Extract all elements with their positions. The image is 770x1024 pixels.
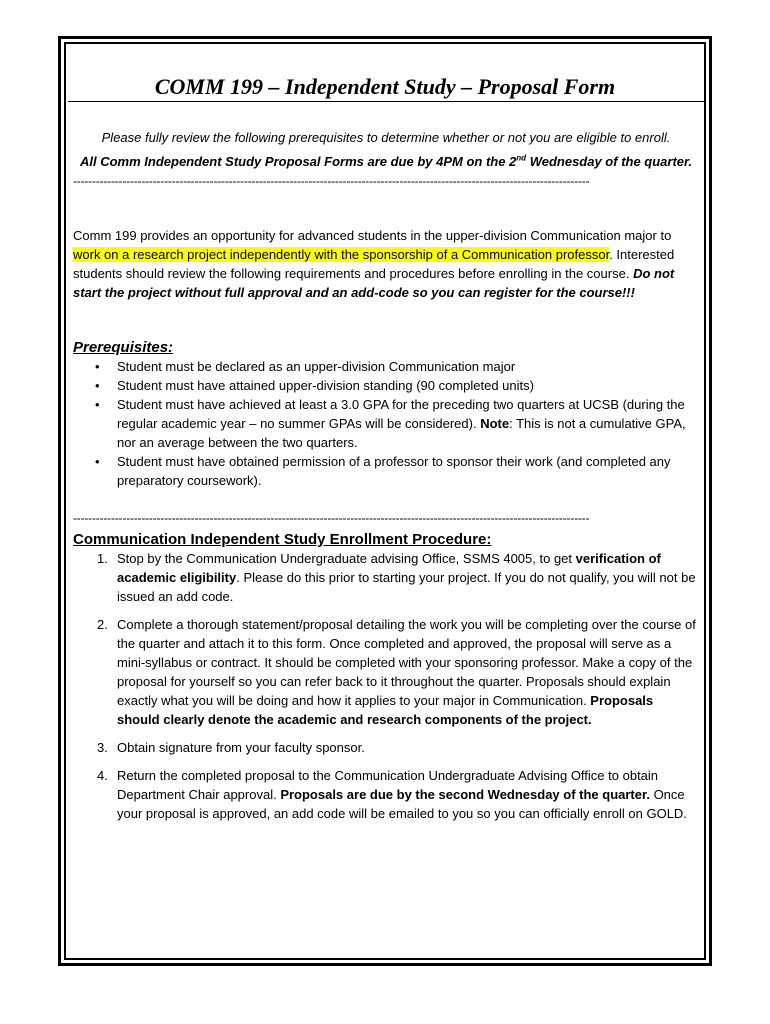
procedure-heading: Communication Independent Study Enrollment Procedure: xyxy=(73,531,492,548)
list-item: 2. Complete a thorough statement/proposal detailing the work you will be completing over the course of the quarter and attach it to this form. Once completed and approved, the proposal will serve as a mini-syllabus or contract. It should be completed with your sponsoring professor. Make a copy of the proposal for yourself so you can refer back to it throughout the quarter. Proposals should explain exactly what you will be doing and how it applies to your major in Communication. Proposals should clearly denote the academic and research components of the project. xyxy=(97,617,696,727)
bullet-icon: • xyxy=(95,378,100,393)
list-item: • Student must have achieved at least a 3.0 GPA for the preceding two quarters at UCSB (during the regular academic year – no summer GPAs will be considered). Note: This is not a cumulative GPA, nor an average between the two quarters. xyxy=(95,397,686,450)
bullet-icon: • xyxy=(95,454,100,469)
list-item: 4. Return the completed proposal to the Communication Undergraduate Advising Office to obtain Department Chair approval. Proposals are due by the second Wednesday of the quarter. Once your proposal is approved, an add code will be emailed to you so you can officially enroll on GOLD. xyxy=(97,768,687,821)
prerequisites-heading: Prerequisites: xyxy=(73,339,174,356)
bullet-icon: • xyxy=(95,359,100,374)
list-item: 1. Stop by the Communication Undergraduate advising Office, SSMS 4005, to get verification of academic eligibility. Please do this prior to starting your project. If you do not qualify, you will not be issued an add code. xyxy=(97,551,696,604)
list-item: • Student must have attained upper-division standing (90 completed units) xyxy=(95,378,534,393)
prerequisites-list xyxy=(73,357,699,490)
intro-line: Please fully review the following prerequisites to determine whether or not you are eligible to enroll. xyxy=(101,130,671,145)
separator-line: ---------------------------------------------------------------------------------------------------------------------------------------- xyxy=(73,511,590,525)
list-item: • Student must be declared as an upper-division Communication major xyxy=(95,359,516,374)
procedure-steps xyxy=(73,549,699,823)
bullet-icon: • xyxy=(95,397,100,412)
list-item: • Student must have obtained permission of a professor to sponsor their work (and completed any preparatory coursework). xyxy=(95,454,671,488)
course-description: Comm 199 provides an opportunity for advanced students in the upper-division Communication major to work on a research project independently with the sponsorship of a Communication professor. Interested students should review the following requirements and procedures before enrolling in the course. Do not start the project without full approval and an add-code so you can register for the course!!! xyxy=(73,228,675,300)
form-body xyxy=(73,128,699,832)
list-item: 3. Obtain signature from your faculty sponsor. xyxy=(97,740,365,755)
due-line: All Comm Independent Study Proposal Forms are due by 4PM on the 2nd Wednesday of the quarter. xyxy=(80,153,692,169)
title-rule xyxy=(68,101,704,102)
warning-text: Do not start the project without full approval and an add-code so you can register for the course!!! xyxy=(73,266,675,300)
form-title: COMM 199 – Independent Study – Proposal Form xyxy=(154,74,616,99)
highlighted-text: work on a research project independently with the sponsorship of a Communication professor xyxy=(73,247,610,262)
separator-line: ---------------------------------------------------------------------------------------------------------------------------------------- xyxy=(73,174,590,188)
